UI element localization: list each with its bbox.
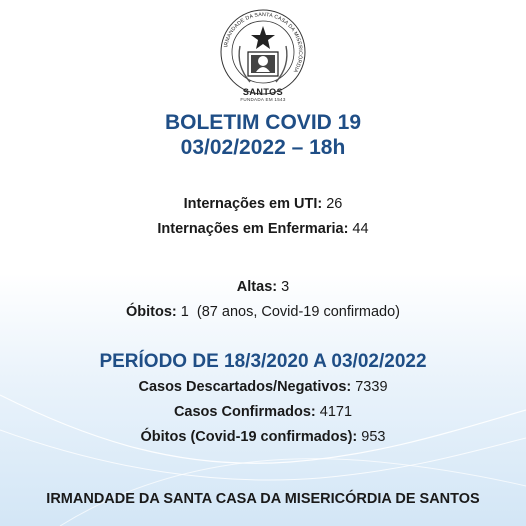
logo-name: SANTOS: [242, 87, 284, 97]
confirmados-label: Casos Confirmados:: [173, 404, 316, 420]
period-title: PERÍODO DE 18/3/2020 A 03/02/2022: [99, 351, 427, 372]
enfermaria-value: 44: [348, 221, 369, 237]
confirmados-value: 4171: [315, 404, 353, 420]
uti-label: Internações em UTI:: [183, 196, 323, 212]
altas-label: Altas:: [236, 279, 278, 295]
bulletin-title: BOLETIM COVID 19: [164, 111, 362, 134]
uti-row: [0, 196, 526, 212]
footer-institution: IRMANDADE DA SANTA CASA DA MISERICÓRDIA DE SANTOS: [46, 491, 480, 507]
descartados-row: [0, 379, 526, 395]
logo-caption: [213, 87, 313, 103]
enfermaria-label: Internações em Enfermaria:: [157, 221, 349, 237]
descartados-value: 7339: [351, 379, 388, 395]
obitos-row: [0, 304, 526, 320]
obitos-total-value: 953: [357, 429, 386, 445]
uti-value: 26: [322, 196, 343, 212]
obitos-label: Óbitos:: [126, 304, 177, 320]
svg-text:IRMANDADE DA SANTA CASA DA MIS: IRMANDADE DA SANTA CASA DA MISERICÓRDIA: [223, 11, 304, 74]
altas-value: 3: [277, 279, 290, 295]
obitos-value: 1 (87 anos, Covid-19 confirmado): [176, 304, 400, 320]
obitos-total-label: Óbitos (Covid-19 confirmados):: [140, 429, 358, 445]
confirmados-row: [0, 404, 526, 420]
altas-row: [0, 279, 526, 295]
bulletin-date: 03/02/2022 – 18h: [180, 136, 346, 159]
obitos-total-row: [0, 429, 526, 445]
logo-founded: FUNDADA EM 1543: [240, 97, 286, 102]
descartados-label: Casos Descartados/Negativos:: [138, 379, 352, 395]
enfermaria-row: [0, 221, 526, 237]
